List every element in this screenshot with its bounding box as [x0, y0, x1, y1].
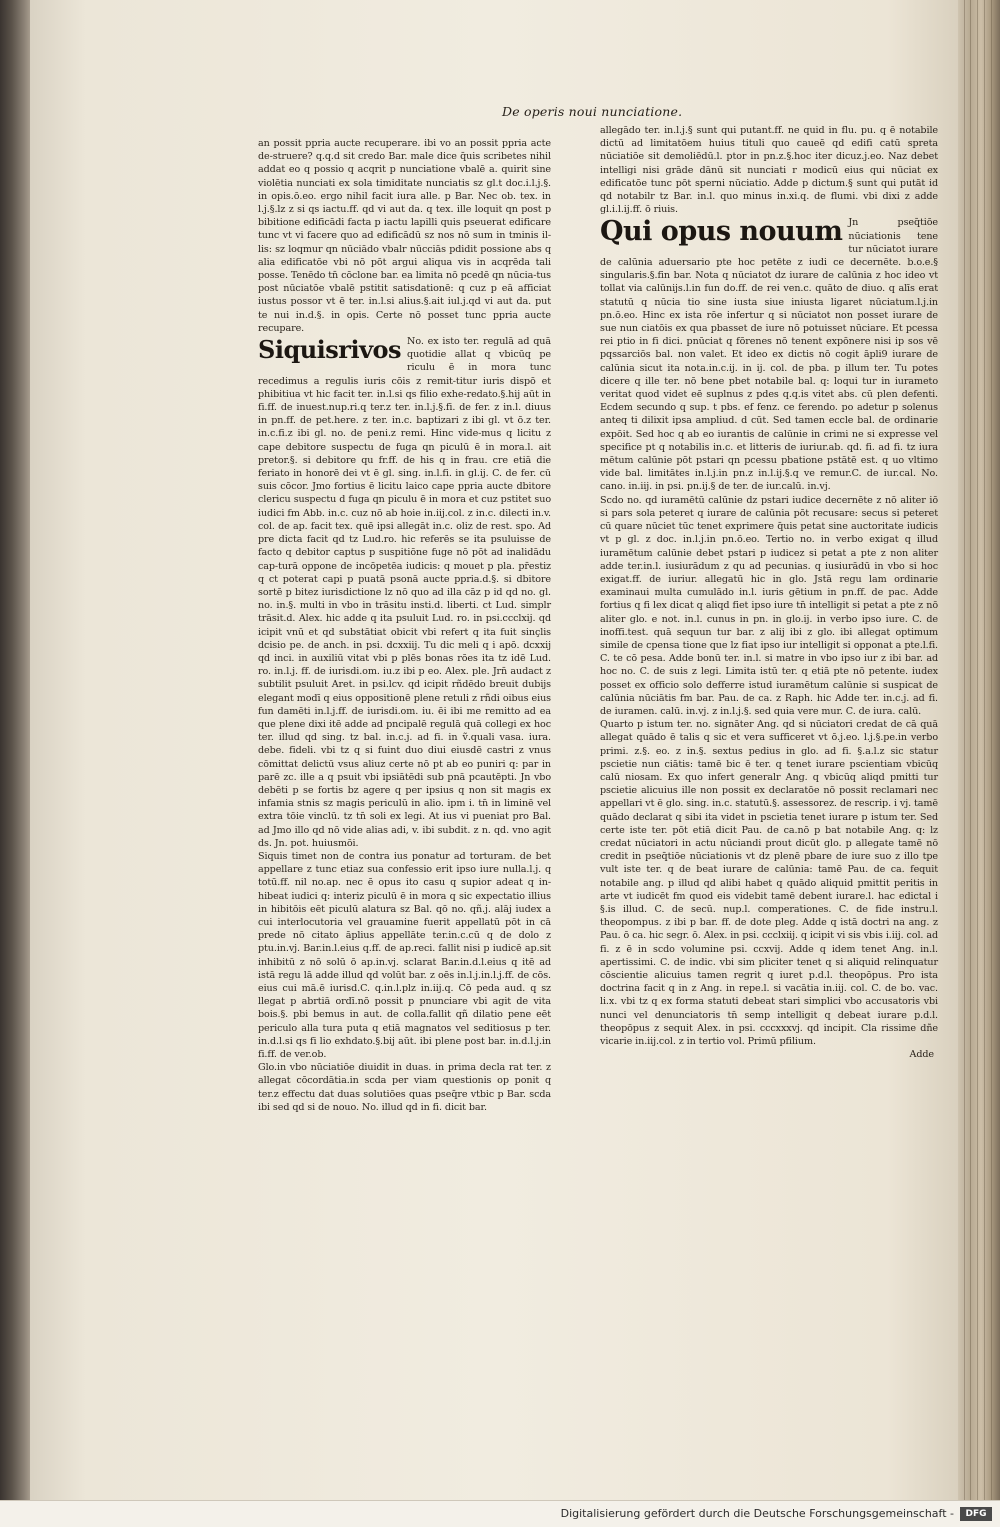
rubric-note: Jn pseq̄tiōe nūciationis tene — [848, 217, 938, 242]
paragraph — [258, 335, 551, 850]
left-text-column — [258, 137, 551, 1114]
page-stack-edge — [958, 0, 1000, 1500]
paragraph: allegādo ter. in.l.j.§ sunt qui putant.ff. ne quid in flu. pu. q ē notabile dictū ad limitatōem huius tituli quo caueē qd edifi catū spreta nūciatiōe sit demoliēdū.l. ptor in pn.z.§.hoc iter dicuz.j.eo. Naz debet intelligi nisi grāde dānū sit nunciati r modicū eius qui nūciat ex edificatōe tunc pōt sperni nūciatio. Adde p dictum.§ sunt qui putāt id qd notabilr tz Bar. in.l. quo minus in.xi.q. de flumi. vbi dixi z adde gl.i.l.ij.ff. ō riuis. — [600, 125, 938, 216]
paragraph: Scdo no. qd iuramētū calūnie dz pstari iudice decernēte z nō aliter iō si pars sola peteret q iurare de calūnia pōt recusare: secus si peteret cū quare nūciet tūc tenet exprimere q̄uis petat sine auctoritate iudicis vt p gl. z doc. in.l.j.in pn.ō.eo. Tertio no. in verbo exigat q illud iuramētum calūnie debet pstari p iudicez si petat a pte z non aliter adde ter.in.l. iusiurādum z qu ad pecunias. q iusiurādū in vbo si hoc exigat.ff. de iuriur. allegatū hic in glo. Jstā regu lam ordinarie examinaui multa cumulādo in.l. iuris gētium in pn.ff. de pac. Adde fortius q fi lex dicat q aliqd fiet ipso iure tn̄ intelligit si petat a pte z nō aliter glo. e not. in.l. cunus in pn. in glo.ij. in verbo ipso iure. C. de inoffi.test. quā sequun tur bar. z alij ibi z glo. ibi allegat optimum simile de cpensa tione que lz fiat ipso iur intelligit si opponat a pte.l.fi. C. te cō pesa. Adde bonū ter. in.l. si matre in vbo ipso iur z ibi bar. ad hoc no. C. de suis z legi. Limita istū ter. q etiā pte nō petente. iudex posset ex officio solo defferre istud iuramētum calūnie si suspicat de calūnia nūciātis fm bar. Pau. de ca. z Raph. hic Adde ter. in.c.j. ad fi. de iuramen. calū. in.vj. z in.l.j.§. sed quia vere mur. C. de iura. calū. — [600, 494, 938, 717]
paragraph-text: No. ex isto ter. regulā ad quā quotidie allat q vbicūq pe riculu ē in mora tunc recedimus a regulis iuris cōis z remit-titur iuris dispō et phibitiua vt hic facit ter. in.l.si qs filio exhe-redato.§.hij aūt in fi.ff. de inuest.nup.ri.q ter.z ter. in.l.j.§.fi. de fer. z in.l. diuus in pn.ff. de pet.here. z ter. in.c. baptizari z ibi gl. vt ō.z ter. in.c.fi.z ibi gl. no. de peni.z remi. Hinc vide-mus q licitu z cape debitore suspectu de fuga qn piculū ē in mora.l. ait pretor.§. si debitore qu fr.ff. de his q in frau. cre etiā die feriato in honorē dei vt ē gl. sing. in.l.fi. in gl.ij. C. de fer. cū suis cōcor. Jmo fortius ē licitu laico cape ppria aucte dbitore clericu suspectu d fuga qn piculu ē in mora et cuz pstitet suo iudici fm Abb. in.c. cuz nō ab hoie in.iij.col. z in.c. dilecti in.v. col. de ap. facit tex. quē ipsi allegāt in.c. oliz de rest. spo. Ad pre dicta facit qd tz Lud.ro. hic referēs se ita psuluisse de facto q debitor captus p suspitiōne fuge nō pōt ad inalidādu cap-turā oppone de incōpetēa iudicis: q mouet p pla. pr̄estiz q ct poterat capi p puatā psonā aucte ppria.d.§. si dbitore sortē p bitez iurisdictione lz nō quo ad illa cāz p id qd no. gl. no. in.§. multi in vbo in trāsitu insti.d. liberti. ct Lud. simplr trāsit.d. Alex. hic adde q ita psuluit Lud. ro. in psi.ccclxij. qd icipit vnū et qd substātiat obicit vbi refert q ita fuit sinçlis dcisio pe. de anch. in psi. dcxxiij. Tu dic meli q i apō. dcxxij qd inci. in auxiliū vitat vbi p plēs bonas rōes ita tz idē Lud. ro. in.l.j. ff. de iurisdi.om. iu.z ibi p eo. Alex. ple. Jrn̄ audact z subtilit psuluit Aret. in psi.lcv. qd icipit rñdēdo breuit dubijs elegant modī q eius oppositionē plene retuli z rñdi oibus eius fun damēti in.l.j.ff. de iurisdi.om. iu. ēi ibi me remitto ad ea que plene dixi itē adde ad pncipalē regulā quā collegi ex hoc ter. illud qd sing. tz bal. in.c.j. ad fi. in ṽ.quali vasa. iura. debe. fideli. vbi tz q si fuint duo diui eiusdē castri z vnus cōmittat delictū vsus aliuz certe nō pt ab eo puniri q: par in parē zc. ille a q psuit vbi ipsiātēdi sub pnā pcautēpti. Jn vbo debēti p se fortis bz agere q per ipsius q non sit magis ex infamia stnis sz magis periculū in alio. ipm i. tn̄ in liminē vel extra tōie vinclū. tz tn̄ soli ex legi. At ius vi pueniat pro Bal. ad Jmo illo qd nō vide alias adi, v. ibi subdit. z n. qd. vno agit ds. Jn. pot. huiusmōi. — [258, 336, 551, 849]
book-binding-edge — [0, 0, 34, 1500]
section-rubric: Qui opus nouum — [600, 216, 843, 248]
paragraph: an possit ppria aucte recuperare. ibi vo an possit ppria acte de-struere? q.q.d sit credo Bar. male dice q̄uis scribetes nihil addat eo q possio q acqrit p nunciatione vbalē a. quirit sine violētia nunciati ex sola timiditate nunciatis sz gl.t doc.i.l.j.§. in opis.ō.eo. ergo nihil facit iura alle. p Bar. Nec ob. tex. in l.j.§.lz z si qs iactu.ff. qd vi aut da. q tex. ille loquit qn post p bibitione edificādi facta p iactu lapilli quis pseuerat edificare tunc vt vi facere quo ad edificādū sz nos nō sum in tminis il-lis: sz loqmur qn nūciādo vbalr nūcciās pdidit possione abs q alia edificatōe vbi nō pōt argui aliqua vis in acqrēda tali posse. Tenēdo tn̄ cōclone bar. ea limita nō pcedē qn nūcia-tus post nūciatōe vbalē pstitit satisdationē: q cuz p eā afficiat iustus possor vt ē ter. in.l.si alius.§.ait iul.j.qd vi aut da. put te nui in.d.§. in opis. Certe nō posset tunc ppria aucte recupare. — [258, 138, 551, 334]
right-text-column — [600, 124, 938, 1061]
paragraph: Quarto p istum ter. no. signāter Ang. qd si nūciatori credat de cā quā allegat quādo ē talis q sic et vera sufficeret vt ō.j.eo. l.j.§.pe.in verbo primi. z.§. eo. z in.§. sextus pedius in glo. ad fi. §.a.l.z sic statur pscietie nun ciātis: tamē bic ē ter. q tenet iurare pscientiam vbicūq calū niosam. Ex quo infert generalr Ang. q vbicūq aliqd pmitti tur pscietie alicuius ille non possit ex declaratōe nō possit reclamari nec appellari vt ē glo. sing. in.c. statutū.§. assessorez. de rescrip. i vj. tamē quādo declarat q sibi ita videt in pscietia tenet iurare p istum ter. Sed certe iste ter. pōt etiā dicit Pau. de ca.nō p bat notabile Ang. q: lz credat nūciatori in actu nūciandi prout dicūt glo. p allegate tamē nō credit in pseq̄tiōe nūciationis vt dz plenē pbare de iure suo z illo tpe vult iste ter. q de beat iurare de calūnia: tamē Pau. de ca. fequit notabile ang. p illud qd alibi habet q quādo aliquid pmittit peritis in arte vt iudicēt fm quod eis videbit tamē debent iurare.l. hac edictal i §.is illud. C. de secū. nup.l. comperationes. C. de fide instru.l. theopompus. z ibi p bar. ff. de dote pleg. Adde q istā doctri na ang. z Pau. ō ca. hic segr. ō. Alex. in psi. ccclxiij. q icipit vi sis vbis i.iij. col. ad fi. z ē in scdo volumine psi. ccxvij. Adde q idem tenet Ang. in.l. apertissimi. C. de indic. vbi sim pliciter tenet q si aliquid relinquatur cōscientie alicuius tamen regrit q iuret p.d.l. theopōpus. Pro ista doctrina facit q in z Ang. in repe.l. si vacātia in.iij. col. C. de bo. vac. li.x. vbi tz q ex forma statuti debeat stari simplici vbo accusatoris vbi nunci vel denunciatoris tn̄ semp intelligit q debeat iurare p.d.l. theopōpus z sequit Alex. in psi. cccxxxvj. qd incipit. Cla rissime dñe vicarie in.iij.col. z in tertio vol. Primū pfilium. — [600, 719, 938, 1048]
funding-credit: Digitalisierung gefördert durch die Deutsche Forschungsgemeinschaft - — [560, 1507, 954, 1520]
paragraph: Siquis timet non de contra ius ponatur ad torturam. de bet appellare z tunc etiaz sua confessio erit ipso iure nulla.l.j. q totū.ff. nil no.ap. nec ē opus ito casu q supior adeat q in-hibeat iudici q: interiz piculū ē in mora q sic expectatio illius in hibitōis eēt piculū alatura sz Bal. qō no. qñ.j. alāj iudex a cui interlocutoria vel grauamine fuerit appellatū pōt in cā prede nō citato āplius appellāte ter.in.c.cū q de dolo z ptu.in.vj. Bar.in.l.eius q.ff. de ap.reci. fallit nisi p iudicē ap.sit inhibitū z nō solū ō ap.in.vj. sclarat Bar.in.d.l.eius q itē ad istā regu lā adde illud qd volūt bar. z oēs in.l.j.in.l.j.ff. de cōs. eius cui mā.ē iurisd.C. q.in.l.plz in.iij.q. Cō peda aud. q sz llegat p abrtiā ordī.nō possit p pnunciare vbi agit de vita bois.§. pbi bemus in aut. de colla.fallit qñ dilatio pene eēt periculo alla tura puta q etiā magnatos vel seditiosus p ter. in.d.l.si qs fi lio exhdato.§.bij aūt. ibi plene post bar. in.d.l.j.in fi.ff. de ver.ob. — [258, 850, 551, 1061]
dfg-logo-icon — [960, 1507, 992, 1521]
section-rubric: Siquisrivos — [258, 335, 402, 365]
paragraph: Glo.in vbo nūciatiōe diuidit in duas. in prima decla rat ter. z allegat cōcordātia.in scda per viam questionis op ponit q ter.z effectu dat duas solutiōes quas pseq̄re vtbic p Bar. scda ibi sed qd si de nouo. No. illud qd in fi. dicit bar. — [258, 1062, 551, 1113]
dfg-logo-text: DFG — [965, 1509, 987, 1519]
paragraph-text: tur nūciatot iurare de calūnia aduersario pte hoc petēte z iudi ce decernēte. b.o.e.§ singularis.§.fin bar. Nota q nūciatot dz iurare de calūnia z hoc ideo vt tollat via calūnijs.l.in fun do.ff. de rei ven.c. quāto de diuo. q alīs erat statutū q nūcia tio sine iusta siue iniusta ligaret nūciatum.l.j.in pn.ō.eo. Hinc ex ista rōe infertur q si nūciatot non posset iurare de sue nun ciatōis ex qua pbasset de iure nō potuisset nūciare. Et pcessa rei ptio in fi dici. pnūciat q fōrenes nō tenent expōnere nisi ip sos vē pqssarciōs bal. non valet. Et ideo ex dictis nō cogit āpli9 iurare de calūnia sicut ita nota.in.c.ij. in ij. col. de pba. p illum ter. Tu potes dicere q ille ter. nō bene pbet notabile bal. q: loqui tur in iurameto veritat quod videt eē suplnus z pdes q.q.is vitet abs. cū plen defenti. Ecdem secundo q sup. t pbs. ef fenz. ce ferendo. po adetur p solenus anteq ti dilixit ipsa ampliud. d cūt. Sed tamen eccle bal. de ordinarie expōit. Sed hoc q ab eo iurantis de calūnie in crimi ne si expresse vel specifice pt q notabilis in.c. et litteris de iuriur.ab. qd. fi. ad fi. tz iura mētum calūnie pōt pstari qn pcessu pbatione pstātē est. q uo vltimo vide bal. limitātes in.l.j.in pn.z in.l.ij.§.q ve remur.C. de iur.cal. No. cano. in.iij. in psi. pn.ij.§ de ter. de iur.calū. in.vj. — [600, 243, 938, 493]
paragraph — [600, 216, 938, 493]
catchword: Adde — [909, 1049, 934, 1061]
running-head: De operis noui nunciatione. — [502, 104, 683, 119]
footer-bar — [0, 1500, 1000, 1527]
